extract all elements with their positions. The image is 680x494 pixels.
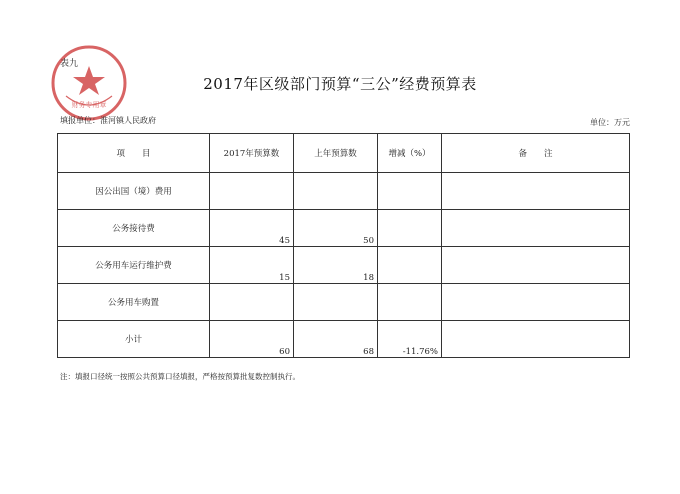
- row-item: 小计: [58, 321, 210, 358]
- row-last-year: 50: [294, 210, 378, 247]
- row-item: 公务用车运行维护费: [58, 247, 210, 284]
- row-item: 公务用车购置: [58, 284, 210, 321]
- header-remarks: 备 注: [442, 134, 630, 173]
- table-row: [58, 247, 630, 284]
- corner-mark: 表九: [60, 59, 79, 69]
- header-2017-budget: 2017年预算数: [210, 134, 294, 173]
- budget-table: [57, 133, 630, 358]
- money-unit: 单位：万元: [590, 118, 630, 127]
- row-budget: 60: [210, 321, 294, 358]
- row-remarks: [442, 210, 630, 247]
- row-change: [378, 210, 442, 247]
- row-budget: [210, 284, 294, 321]
- row-item: 因公出国（境）费用: [58, 173, 210, 210]
- row-remarks: [442, 173, 630, 210]
- svg-text:财务专用章: 财务专用章: [71, 101, 107, 109]
- row-change: -11.76%: [378, 321, 442, 358]
- row-last-year: 18: [294, 247, 378, 284]
- row-remarks: [442, 321, 630, 358]
- table-row: [58, 210, 630, 247]
- row-last-year: [294, 173, 378, 210]
- header-item: 项 目: [58, 134, 210, 173]
- row-last-year: 68: [294, 321, 378, 358]
- header-change: 增减（%）: [378, 134, 442, 173]
- row-remarks: [442, 247, 630, 284]
- table-row-subtotal: [58, 321, 630, 358]
- row-budget: [210, 173, 294, 210]
- row-change: [378, 247, 442, 284]
- row-item: 公务接待费: [58, 210, 210, 247]
- footnote: 注：填报口径统一按照公共预算口径填报，严格按预算批复数控制执行。: [60, 372, 300, 381]
- table-row: [58, 284, 630, 321]
- filler-unit: 填报单位：淮河镇人民政府: [60, 116, 156, 125]
- header-last-year-budget: 上年预算数: [294, 134, 378, 173]
- row-last-year: [294, 284, 378, 321]
- row-remarks: [442, 284, 630, 321]
- document-title: 2017年区级部门预算“三公”经费预算表: [203, 75, 477, 93]
- table-row: [58, 173, 630, 210]
- row-change: [378, 173, 442, 210]
- row-budget: 15: [210, 247, 294, 284]
- row-change: [378, 284, 442, 321]
- table-header-row: [58, 134, 630, 173]
- row-budget: 45: [210, 210, 294, 247]
